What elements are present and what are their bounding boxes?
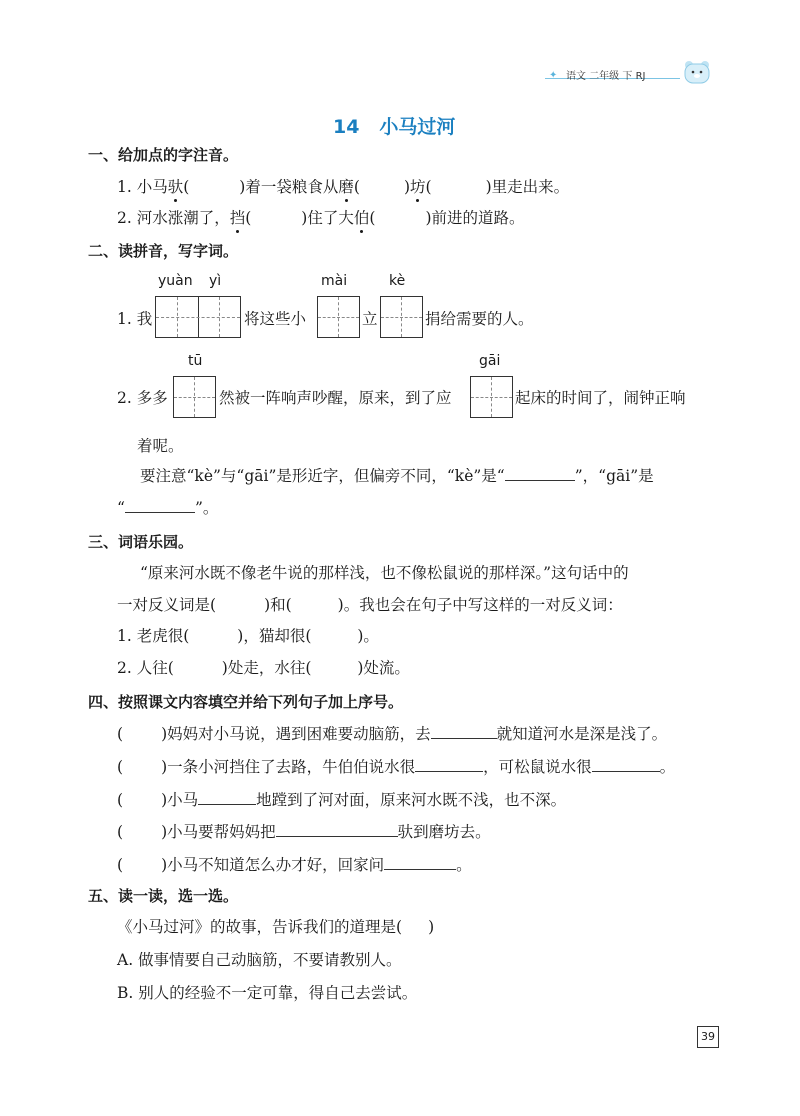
option-a: A. 做事情要自己动脑筋，不要请教别人。 [117, 951, 402, 969]
s2-line-1-a: 1. 我 [117, 310, 153, 328]
text: )和( [264, 596, 292, 614]
text: )处流。 [357, 659, 410, 677]
section-1-heading: 一、给加点的字注音。 [88, 146, 239, 164]
s3-line-4 [117, 658, 410, 678]
text: 2. 河水涨潮了， [117, 209, 230, 227]
text: 地蹚到了河对面，原来河水既不浅，也不深。 [256, 791, 567, 809]
pinyin-mai: mài [321, 273, 348, 289]
text: ( [117, 856, 124, 874]
paren-close: ) [403, 178, 410, 196]
s4-line-1 [117, 724, 667, 744]
lesson-title [333, 112, 455, 139]
star-icon: ✦ [549, 70, 558, 81]
s2-line-1-c: 立 [362, 310, 378, 328]
writing-grid-tu[interactable] [173, 376, 216, 418]
lesson-number: 14 [333, 116, 360, 138]
s3-line-1: “原来河水既不像老牛说的那样浅，也不像松鼠说的那样深。”这句话中的 [140, 564, 629, 582]
blank[interactable] [592, 757, 660, 772]
section-4-heading: 四、按照课文内容填空并给下列句子加上序号。 [88, 693, 404, 711]
text: )处走，水往( [221, 659, 312, 677]
text: )，猫却很( [237, 627, 312, 645]
header-edition: RJ [635, 71, 646, 82]
dotted-char: 挡 [229, 209, 246, 227]
section-2-heading: 二、读拼音，写字词。 [88, 242, 239, 260]
text: )里走出来。 [485, 178, 570, 196]
header-term: 下 [622, 71, 633, 82]
text: 1. 老虎很( [117, 627, 190, 645]
text: 《小马过河》的故事，告诉我们的道理是( [117, 918, 403, 936]
pinyin-yuan: yuàn [158, 273, 193, 289]
text: ( [117, 791, 124, 809]
blank[interactable] [198, 790, 256, 805]
s2-line-4 [140, 466, 654, 486]
text: ) [428, 918, 435, 936]
text: )前进的道路。 [425, 209, 525, 227]
paren-open: ( [353, 178, 360, 196]
s2-line-2-b: 然被一阵响声吵醒，原来，到了应 [219, 389, 452, 407]
text: 1. 小马 [117, 178, 168, 196]
dotted-char: 驮 [167, 178, 184, 196]
s2-line-5 [117, 498, 218, 518]
header-label [566, 67, 645, 82]
writing-grid-ke[interactable] [380, 296, 423, 338]
paren-open: ( [183, 178, 190, 196]
text: 要注意“kè”与“gāi”是形近字，但偏旁不同，“kè”是“ [140, 467, 505, 485]
header-subject: 语文 [566, 71, 586, 82]
blank[interactable] [276, 822, 398, 837]
s2-line-2-c: 起床的时间了，闹钟正响 [515, 389, 686, 407]
pinyin-ke: kè [389, 273, 406, 289]
pinyin-yi: yì [209, 273, 222, 289]
s4-line-2 [117, 757, 675, 777]
text: 2. 人往( [117, 659, 174, 677]
writing-grid-mai[interactable] [317, 296, 360, 338]
text: ”。 [194, 499, 219, 517]
writing-grid-yuanyi[interactable] [155, 296, 241, 338]
text: ”，“gāi”是 [574, 467, 654, 485]
text: )一条小河挡住了去路，牛伯伯说水很 [161, 758, 416, 776]
blank-ke-radical[interactable] [505, 466, 575, 481]
s2-line-2-a: 2. 多多 [117, 389, 168, 407]
section-5-heading: 五、读一读，选一选。 [88, 887, 239, 905]
bear-mascot-icon [683, 60, 711, 84]
text: )着一袋粮食从 [239, 178, 339, 196]
text: )小马不知道怎么办才好，回家问 [161, 856, 385, 874]
s3-line-2 [117, 595, 623, 615]
s2-line-1-d: 捐给需要的人。 [425, 310, 534, 328]
writing-grid-gai[interactable] [470, 376, 513, 418]
s5-question [117, 917, 434, 937]
pinyin-gai: gāi [479, 353, 501, 369]
text: ( [117, 758, 124, 776]
text: 。 [456, 856, 472, 874]
s2-line-1-b: 将这些小 [244, 310, 307, 328]
text: )。 [357, 627, 379, 645]
text: )住了大 [301, 209, 354, 227]
text: 。 [659, 758, 676, 776]
blank[interactable] [384, 855, 456, 870]
text: ( [117, 725, 124, 743]
dotted-char: 坊 [410, 178, 426, 196]
dotted-char: 磨 [338, 178, 354, 196]
s1-line-1 [117, 177, 569, 197]
section-3-heading: 三、词语乐园。 [88, 533, 194, 551]
text: )。我也会在句子中写这样的一对反义词： [337, 596, 623, 614]
s4-line-3 [117, 790, 566, 810]
paren-open: ( [369, 209, 376, 227]
text: ，可松鼠说水很 [483, 758, 592, 776]
pinyin-tu: tū [188, 353, 203, 369]
text: )小马要帮妈妈把 [161, 823, 276, 841]
blank-gai-radical[interactable] [125, 498, 195, 513]
paren-open: ( [425, 178, 432, 196]
text: 驮到磨坊去。 [397, 823, 491, 841]
page-number: 39 [697, 1026, 719, 1048]
text: “ [117, 499, 125, 517]
header-grade: 二年级 [589, 71, 620, 82]
text: )妈妈对小马说，遇到困难要动脑筋，去 [161, 725, 431, 743]
paren-open: ( [245, 209, 252, 227]
text: )小马 [161, 791, 199, 809]
text: 一对反义词是( [117, 596, 217, 614]
blank[interactable] [431, 724, 497, 739]
s4-line-4 [117, 822, 491, 842]
blank[interactable] [415, 757, 483, 772]
dotted-char: 伯 [353, 209, 370, 227]
lesson-name: 小马过河 [379, 116, 456, 138]
text: ( [117, 823, 124, 841]
text: 就知道河水是深是浅了。 [496, 725, 668, 743]
s2-line-3: 着呢。 [137, 437, 184, 455]
option-b: B. 别人的经验不一定可靠，得自己去尝试。 [117, 984, 418, 1002]
s3-line-3 [117, 626, 379, 646]
s4-line-5 [117, 855, 472, 875]
s1-line-2 [117, 208, 525, 228]
